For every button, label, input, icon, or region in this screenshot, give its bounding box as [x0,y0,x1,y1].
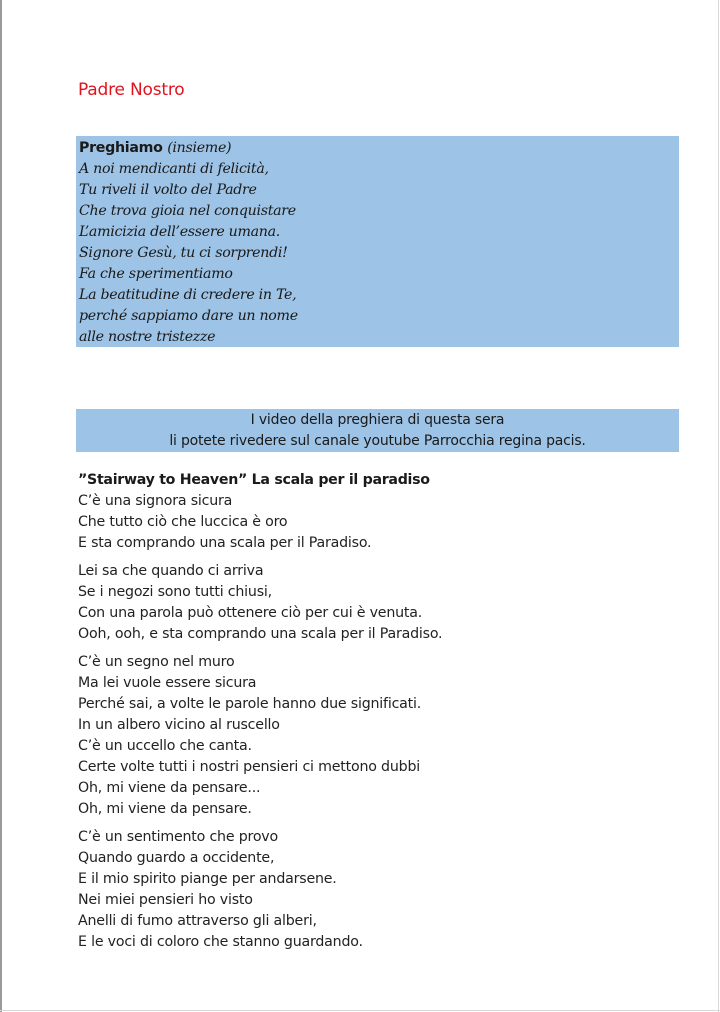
prayer-line: Fa che sperimentiamo [79,266,233,282]
lyric-line: Ma lei vuole essere sicura [78,675,257,691]
lyric-line: Oh, mi viene da pensare. [78,801,252,817]
prayer-heading-label: Preghiamo [79,140,163,156]
lyric-line: C’è un segno nel muro [78,654,235,670]
lyric-line: E sta comprando una scala per il Paradiso. [78,535,372,551]
lyric-line: Lei sa che quando ci arriva [78,563,264,579]
prayer-line: Tu riveli il volto del Padre [79,182,257,198]
page-edge [0,1010,720,1011]
lyric-line: Certe volte tutti i nostri pensieri ci mettono dubbi [78,759,420,775]
prayer-box [76,136,679,347]
song-title: ”Stairway to Heaven” La scala per il paradiso [78,472,430,488]
lyric-line: Che tutto ciò che luccica è oro [78,514,288,530]
video-notice-banner [76,409,679,452]
lyric-line: C’è un uccello che canta. [78,738,252,754]
lyric-line: E il mio spirito piange per andarsene. [78,871,337,887]
lyric-line: Se i negozi sono tutti chiusi, [78,584,272,600]
lyric-line: Perché sai, a volte le parole hanno due significati. [78,696,422,712]
lyric-line: E le voci di coloro che stanno guardando. [78,934,363,950]
lyric-line: Con una parola può ottenere ciò per cui è venuta. [78,605,423,621]
stanza [78,652,678,820]
prayer-line: A noi mendicanti di felicità, [79,161,269,177]
lyric-line: Anelli di fumo attraverso gli alberi, [78,913,317,929]
prayer-line: Che trova gioia nel conquistare [79,203,296,219]
banner-line: li potete rivedere sul canale youtube Parrocchia regina pacis. [169,432,586,449]
song-lyrics [78,470,678,960]
page-title: Padre Nostro [78,80,185,100]
stanza [78,827,678,953]
lyric-line: In un albero vicino al ruscello [78,717,280,733]
lyric-line: Quando guardo a occidente, [78,850,275,866]
prayer-line: L’amicizia dell’essere umana. [79,224,280,240]
stanza [78,491,678,554]
prayer-lines [79,159,679,348]
prayer-heading-note: (insieme) [167,140,232,156]
lyric-line: Oh, mi viene da pensare... [78,780,261,796]
lyric-line: C’è un sentimento che provo [78,829,278,845]
lyric-line: C’è una signora sicura [78,493,233,509]
prayer-line: alle nostre tristezze [79,329,216,345]
banner-line: I video della preghiera di questa sera [250,412,505,428]
page-edge [718,0,719,1012]
lyric-line: Nei miei pensieri ho visto [78,892,253,908]
stanza [78,561,678,645]
prayer-line: Signore Gesù, tu ci sorprendi! [79,245,288,261]
prayer-heading [79,138,679,159]
prayer-line: La beatitudine di credere in Te, [79,287,297,303]
stanzas [78,491,678,953]
prayer-line: perché sappiamo dare un nome [79,308,298,324]
page-edge [0,0,2,1012]
lyric-line: Ooh, ooh, e sta comprando una scala per il Paradiso. [78,626,443,642]
